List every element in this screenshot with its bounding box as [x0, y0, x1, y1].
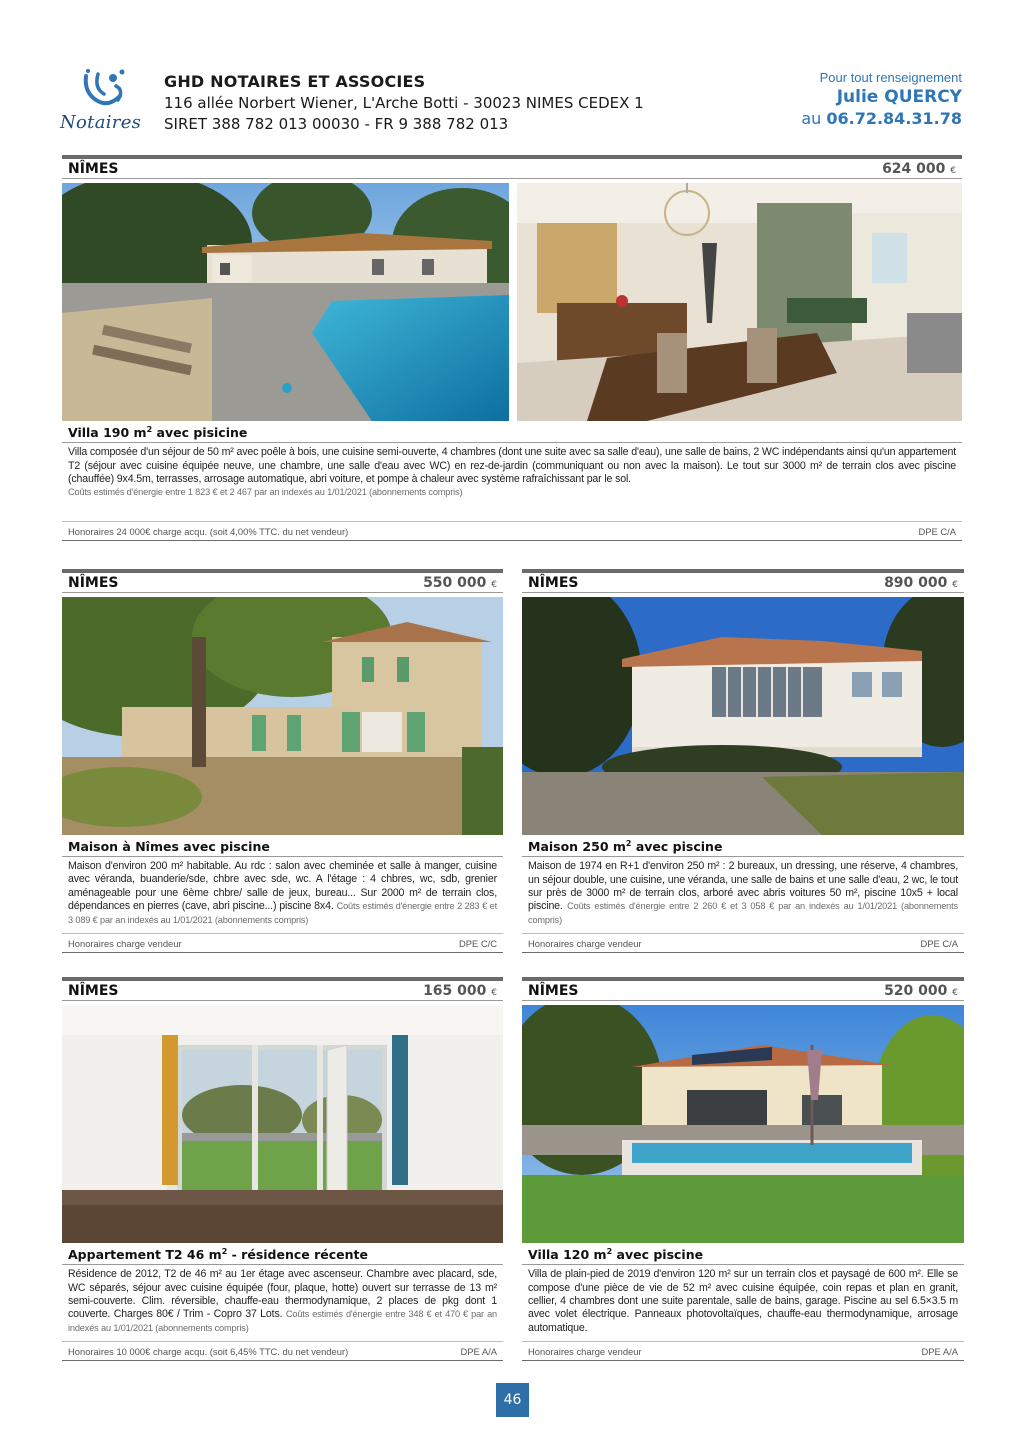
contact-name: Julie QUERCY — [836, 87, 962, 107]
listing-city: NÎMES — [68, 160, 119, 177]
listing-description: Villa de plain-pied de 2019 d'environ 120 m² sur un terrain clos et paysagé de 600 m². Elle se compose d'une pièce de vie de 52 m² avec cuisine équipée, coin repas et plan en granit, cellier, 4 chambres dont une suite parentale, salle de bains, garage. Piscine au sel 6.5×3.5 m avec volet électrique. Panneaux photovoltaïques, chauffe-eau thermodynamique, arrosage automatique. — [528, 1268, 958, 1334]
listing-photo-villa-pool — [62, 183, 509, 421]
listing-fees: Honoraires charge vendeur — [528, 937, 642, 949]
contact-phone-prefix: au — [801, 109, 822, 128]
listing-city: NÎMES — [528, 982, 579, 999]
listing-footer — [522, 933, 964, 953]
listing-photos — [522, 597, 964, 835]
listing-title: Appartement T2 46 $m^2$ - résidence récente — [62, 1243, 503, 1265]
listing-city: NÎMES — [68, 982, 119, 999]
listing-title: Maison à Nîmes avec piscine — [62, 835, 503, 857]
listing-fees: Honoraires charge vendeur — [528, 1345, 642, 1357]
listing-photo-apartment-room — [62, 1005, 503, 1243]
listing-footer — [62, 1341, 503, 1361]
listing-fees: Honoraires charge vendeur — [68, 937, 182, 949]
listing-card — [522, 569, 964, 955]
listing-description: Résidence de 2012, T2 de 46 m² au 1er étage avec ascenseur. Chambre avec placard, sde, WC séparés, séjour avec cuisine équipée (four, plaque, hotte) ouvert sur terrasse de 13 m² semi-couverte. Clim. réversible, chauffe-eau thermodynamique, 2 places de pkg dont 1 couverte. Charges 80€ / Trim - Copro 37 Lots. Coûts estimés d'énergie entre 348 € et 470 € par an indexés au 1/01/2021 (abonnements compris) — [68, 1268, 497, 1333]
listing-header — [62, 977, 503, 1001]
office-name: GHD NOTAIRES ET ASSOCIES — [164, 72, 426, 91]
listing-header — [522, 977, 964, 1001]
office-siret: SIRET 388 782 013 00030 - FR 9 388 782 013 — [164, 115, 509, 133]
listing-dpe: DPE A/A — [460, 1345, 497, 1357]
listing-city: NÎMES — [528, 574, 579, 591]
listing-photo-house-garden — [62, 597, 503, 835]
listing-card — [522, 977, 964, 1363]
listing-photo-living-room — [517, 183, 962, 421]
listing-fees: Honoraires 10 000€ charge acqu. (soit 6,45% TTC. du net vendeur) — [68, 1345, 349, 1357]
office-address: 116 allée Norbert Wiener, L'Arche Botti - 30023 NIMES CEDEX 1 — [164, 94, 644, 112]
contact-block — [801, 70, 962, 128]
listing-header — [522, 569, 964, 593]
listing-dpe: DPE C/A — [918, 525, 956, 537]
listing-card — [62, 569, 503, 955]
listing-energy-cost: Coûts estimés d'énergie entre 2 283 € et 3 089 € par an indexés au 1/01/2021 (abonnements compris) — [68, 901, 497, 925]
logo-text: Notaires — [60, 112, 142, 133]
page-number: 46 — [496, 1383, 529, 1417]
listing-price: 890 000 € — [884, 574, 958, 591]
listing-dpe: DPE C/C — [458, 937, 497, 949]
listing-price: 624 000 € — [882, 160, 956, 177]
listing-card — [62, 977, 503, 1363]
listing-card — [62, 155, 962, 543]
listing-city: NÎMES — [68, 574, 119, 591]
listing-footer — [62, 933, 503, 953]
listing-energy-cost: Coûts estimés d'énergie entre 2 260 € et 3 058 € par an indexés au 1/01/2021 (abonnements compris) — [528, 901, 958, 925]
listing-title: Villa 120 $m^2$ avec piscine — [522, 1243, 964, 1265]
listing-title: Maison 250 $m^2$ avec piscine — [522, 835, 964, 857]
listing-energy-cost: Coûts estimés d'énergie entre 348 € et 470 € par an indexés au 1/01/2021 (abonnements compris) — [68, 1309, 497, 1333]
office-info — [164, 72, 644, 133]
contact-phone[interactable]: 06.72.84.31.78 — [826, 109, 962, 128]
listing-header — [62, 569, 503, 593]
listing-footer — [62, 521, 962, 541]
listing-description: Maison de 1974 en R+1 d'environ 250 m² : 2 bureaux, un dressing, une réserve, 4 chambres, un séjour double, une cuisine, une véranda, une salle de bains et une salle d'eau, 2 wc, le tout sur près de 3000 m² de terrain clos, arboré avec abris voitures 50 m², piscine 10x5 + local piscine. Coûts estimés d'énergie entre 2 260 € et 3 058 € par an indexés au 1/01/2021 (abonnements compris) — [528, 860, 958, 925]
listing-description: Villa composée d'un séjour de 50 m² avec poêle à bois, une cuisine semi-ouverte, 4 chambres (dont une suite avec sa salle d'eau), une salle de bains, 2 WC indépendants ainsi qu'un appartement T2 (séjour avec cuisine équipée neuve, une chambre, une salle d'eau avec WC) en rez-de-jardin (communiquant ou non avec la maison). Le tout sur 3000 m² de terrain clos avec piscine (chauffée) 9x4.5m, terrasses, arrosage automatique, abri voiture, et pompe à chaleur avec système rafraîchissant par le sol. Coûts estimés d'énergie entre 1 823 € et 2 467 par an indexés au 1/01/2021 (abonnements compris) — [68, 446, 956, 498]
listing-energy-cost: Coûts estimés d'énergie entre 1 823 € et 2 467 par an indexés au 1/01/2021 (abonnements compris) — [68, 487, 463, 498]
listing-price: 520 000 € — [884, 982, 958, 999]
listing-dpe: DPE C/A — [920, 937, 958, 949]
listing-title: Villa 190 $m^2$ avec pisicine — [62, 421, 962, 443]
listing-photo-house-veranda — [522, 597, 964, 835]
notaires-logo — [58, 66, 150, 138]
listing-photos — [62, 183, 962, 421]
listing-photos — [522, 1005, 964, 1243]
listing-photos — [62, 1005, 503, 1243]
listing-footer — [522, 1341, 964, 1361]
listing-photos — [62, 597, 503, 835]
listing-header — [62, 155, 962, 179]
listing-price: 550 000 € — [423, 574, 497, 591]
page-header — [58, 66, 962, 138]
contact-label: Pour tout renseignement — [819, 70, 962, 85]
listing-dpe: DPE A/A — [921, 1345, 958, 1357]
listing-fees: Honoraires 24 000€ charge acqu. (soit 4,00% TTC. du net vendeur) — [68, 525, 349, 537]
contact-phone-line — [801, 109, 962, 128]
listing-price: 165 000 € — [423, 982, 497, 999]
listing-description: Maison d'environ 200 m² habitable. Au rdc : salon avec cheminée et salle à manger, cuisine avec véranda, buanderie/sde, chbre avec sde, wc. A l'étage : 4 chbres, wc, sdb, grenier aménageable pour une 6ème chbre/ salle de jeux, bureau... Sur 2000 m² de terrain clos, dépendances en pierres (cave, abri piscine...) piscine 8x4. Coûts estimés d'énergie entre 2 283 € et 3 089 € par an indexés au 1/01/2021 (abonnements compris) — [68, 860, 497, 925]
notaires-logo-icon — [80, 68, 130, 112]
listing-photo-villa-pool — [522, 1005, 964, 1243]
